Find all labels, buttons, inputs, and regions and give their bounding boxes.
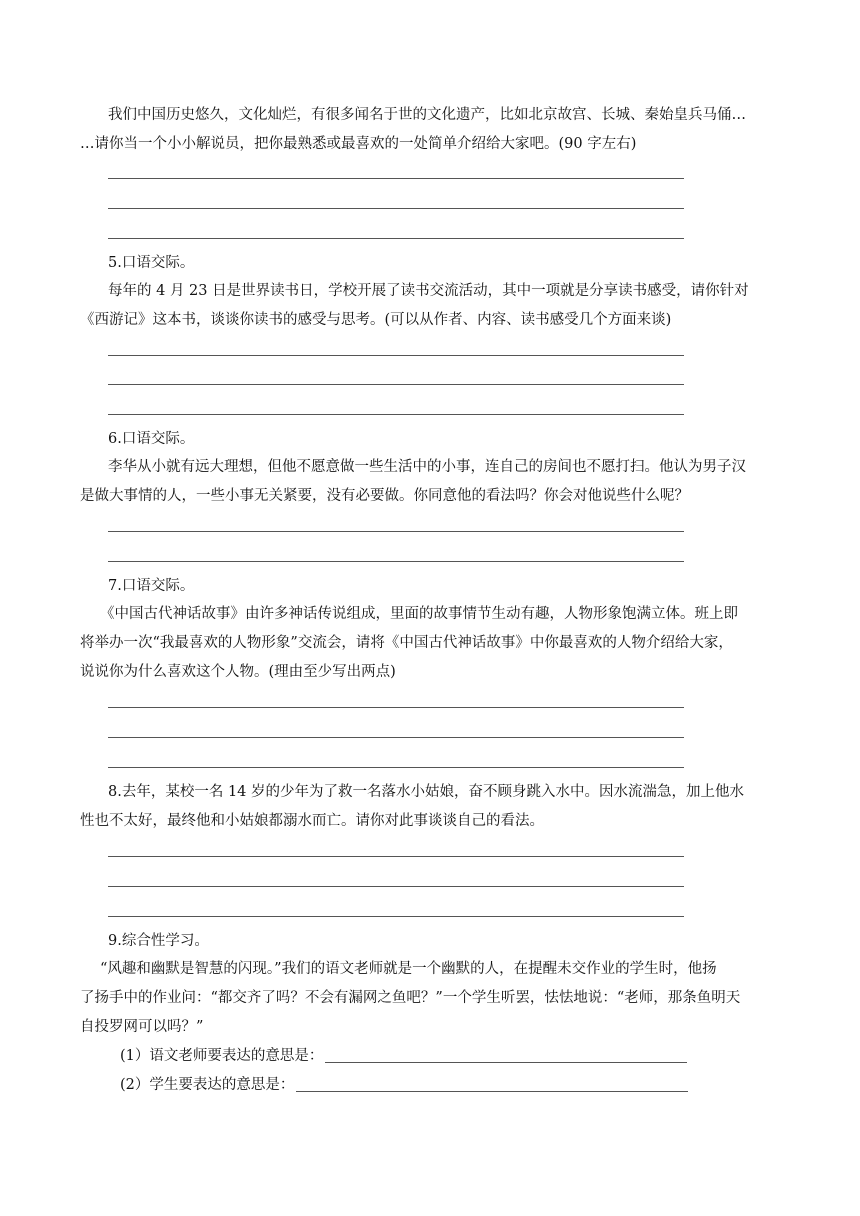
q6-title: 6.口语交际。 [108,431,195,447]
q5-title: 5.口语交际。 [108,255,195,271]
answer-line[interactable] [108,384,684,385]
answer-line[interactable] [108,916,684,917]
q8-line1: 8.去年，某校一名 14 岁的少年为了救一名落水小姑娘，奋不顾身跳入水中。因水流湍急，加上他水 [108,784,744,800]
answer-line[interactable] [108,208,684,209]
q4-line1: 我们中国历史悠久，文化灿烂，有很多闻名于世的文化遗产，比如北京故宫、长城、秦始皇兵马俑… [108,107,746,123]
q6-line2: 是做大事情的人，一些小事无关紧要，没有必要做。你同意他的看法吗？你会对他说些什么呢？ [80,488,689,504]
answer-line[interactable] [108,856,684,857]
answer-line[interactable] [108,531,684,532]
answer-line[interactable] [108,355,684,356]
q8-line2: 性也不太好，最终他和小姑娘都溺水而亡。请你对此事谈谈自己的看法。 [80,813,544,829]
answer-line[interactable] [108,238,684,239]
q9-sub2-label: (2）学生要表达的意思是： [120,1077,295,1093]
q9-sub1-answer-line[interactable] [325,1062,687,1063]
q9-sub1 [120,1042,687,1070]
q7-line1: 《中国古代神话故事》由许多神话传说组成，里面的故事情节生动有趣，人物形象饱满立体。班上即 [100,606,738,622]
q5-line1: 每年的 4 月 23 日是世界读书日，学校开展了读书交流活动，其中一项就是分享读书感受，请你针对 [108,283,749,299]
q7-line3: 说说你为什么喜欢这个人物。(理由至少写出两点) [80,664,396,680]
q9-line1: “风趣和幽默是智慧的闪现。”我们的语文老师就是一个幽默的人，在提醒未交作业的学生时，他扬 [100,961,717,977]
q9-line3: 自投罗网可以吗？” [80,1019,204,1035]
q9-title: 9.综合性学习。 [108,933,209,949]
q9-line2: 了扬手中的作业问：“都交齐了吗？不会有漏网之鱼吧？”一个学生听罢，怯怯地说：“老师，那条鱼明天 [80,990,741,1006]
answer-line[interactable] [108,737,684,738]
q9-sub1-label: (1）语文老师要表达的意思是： [120,1048,324,1064]
q7-line2: 将举办一次“我最喜欢的人物形象”交流会，请将《中国古代神话故事》中你最喜欢的人物介绍给大家， [80,635,733,651]
answer-line[interactable] [108,178,684,179]
answer-line[interactable] [108,707,684,708]
answer-line[interactable] [108,767,684,768]
q5-line2: 《西游记》这本书，谈谈你读书的感受与思考。(可以从作者、内容、读书感受几个方面来谈) [80,312,672,328]
q9-sub2 [120,1071,688,1099]
answer-line[interactable] [108,886,684,887]
q4-line2: …请你当一个小小解说员，把你最熟悉或最喜欢的一处简单介绍给大家吧。(90 字左右) [80,136,637,152]
answer-line[interactable] [108,561,684,562]
q7-title: 7.口语交际。 [108,578,195,594]
q9-sub2-answer-line[interactable] [296,1091,688,1092]
q6-line1: 李华从小就有远大理想，但他不愿意做一些生活中的小事，连自己的房间也不愿打扫。他认为男子汉 [108,459,746,475]
answer-line[interactable] [108,414,684,415]
